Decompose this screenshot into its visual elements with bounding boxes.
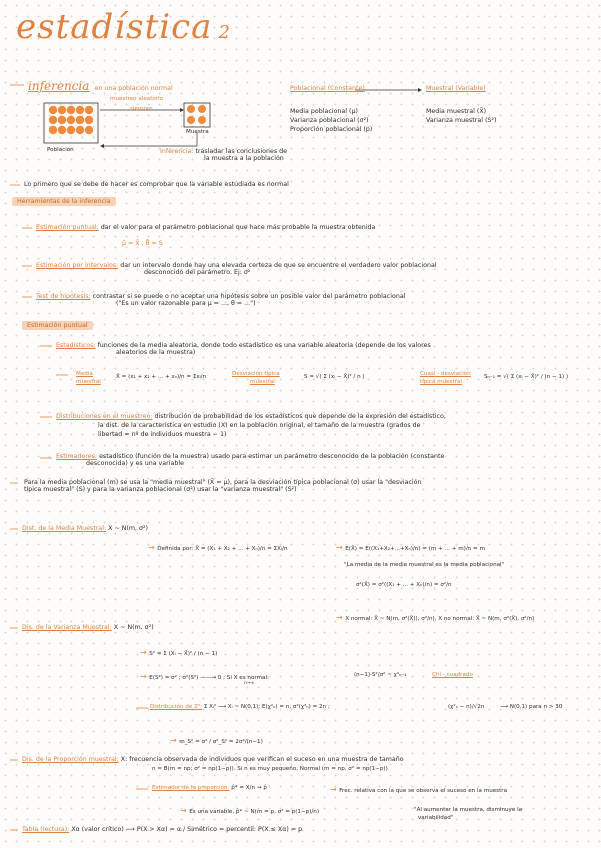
muestreo-label: muestreo aleatorio [110,96,164,102]
poblacional-header: Poblacional (Constante) [290,85,365,92]
intervalos-def: Estimación por intervalos: dar un intervalo donde hay una elevada certeza de que se encuentre el verdadero valor poblacional desconocido del parámetro. Ej: σ² [36,262,437,277]
page-title: estadística 2 [16,7,231,47]
dist-proporcion-estimador: Estimador de la proporción: p̂* = X/n → p̂ [152,785,267,791]
dist-varianza-label: Dis. de la Varianza Muestral: X ~ N(m, σ²) [22,624,154,631]
dist-varianza-chi-label: Chi - cuadrado [432,672,473,678]
poblacion-label: Población [47,147,74,153]
muestral-items: Media muestral (X̄) Varianza muestral (S²) [426,108,497,124]
siempre-label: siempre [130,106,153,112]
dist-proporcion-frec: → Frec. relativa con la que se observa el suceso en la muestra [330,785,508,794]
dist-varianza-chi: (n−1)·S²/σ² ~ χ²ₙ₋₁ [354,672,407,678]
dist-proporcion-text2: n ≈ B(m = np; σ² = np(1−p)). Si n es muy pequeño, Normal (m = np, σ² = np(1−p)) [152,766,388,772]
media-label: Media muestral [76,371,101,385]
dist-varianza-s2: → S² = Σ (Xᵢ − X̄)² / (n − 1) [140,648,218,657]
dist-varianza-lim-under: n→∞ [244,681,255,686]
dist-media-esperanza: → E(X̄) = E((X₁+X₂+...+Xₙ)/n) = (m + ... + m)/n = m [336,543,485,552]
muestral-header: Muestral (Variable) [426,85,486,92]
dist-proporcion-nota: "Al aumentar la muestra, disminuye la variabilidad" [414,807,523,821]
poblacional-items: Media poblacional (μ) Varianza poblacional (σ²) Proporción poblacional (p) [290,108,373,133]
dist-varianza-ms2: → m_S² = σ² / σ²_S² = 2σ⁴/(n−1) [170,736,263,745]
dist-varianza-frac: (χ²ₙ − n)/√2n [448,704,485,710]
muestra-dots [187,105,206,124]
hipotesis-def: Test de hipótesis: contrastar si se puede o no aceptar una hipótesis sobre un posible valor del parámetro poblacional ("Es un valor razonable para μ = ..., θ = ...") [36,293,406,308]
dist-media-varianza: σ²(X̄) = σ²((X₁ + ... + Xₙ)/n) = σ²/n [356,582,452,588]
dist-varianza-distrib: Distribución de Z²: Σ Xᵢ² ⟶ Xᵢ ~ N(0,1); E(χ²ₙ) = n, σ²(χ²ₙ) = 2n ; [150,704,330,710]
cuasi-label: Cuasi - desviación típica muestral [420,371,471,385]
puntual-def: Estimación puntual: dar el valor para el parámetro poblacional que hace más probable la muestra obtenida [36,224,376,231]
media-formula: X̄ = (x₁ + x₂ + ... + xₙ)/n = Σxᵢ/n [116,374,207,380]
lo-primero-text: Lo primero que se debe de hacer es comprobar que la variable estudiada es normal [24,181,289,188]
muestra-label: Muestra [186,129,209,135]
dist-media-xnormal: → X normal: X̄ ~ N(m, σ²(X̄)), σ²/n), X no normal: X̄ ~ N(m, σ²(X̄), σ²/n) [336,613,535,622]
desv-label: Desviación típica muestral [232,371,280,385]
poblacion-dots [49,106,93,134]
dist-proporcion-label: Dis. de la Proporción muestral: X: frecuencia observada de individuos que verifican el suceso en una muestra de tamaño [22,756,404,763]
dist-varianza-tail: ⟶ N(0,1) para n > 30 [500,704,563,710]
inferencia-def: Inferencia: trasladar las conclusiones de la muestra a la población [160,148,288,163]
dist-media-nota: "La media de la media muestral es la media poblacional" [344,562,505,568]
dist-media-label: Dist. de la Media Muestral: X ~ N(m, σ²) [22,525,149,532]
desv-formula: S = √( Σ (xᵢ − X̄)² / n ) [304,374,365,380]
cuasi-formula: Sₙ₋₁ = √( Σ (xᵢ − X̄)² / (n − 1) ) [484,374,569,380]
herramientas-heading: Herramientas de la inferencia [12,197,116,206]
dist-varianza-lim: → E(S²) = σ² ; σ²(S²) ——→ 0 ; Si X es normal: [140,672,269,681]
dist-proporcion-variable: → Es una variable, p̂* ~ N(m = p, σ² = p(1−p)/n) [180,806,320,815]
puntual-eq: μ̂ = X̄ , θ̂ = S [122,240,163,247]
inferencia-heading: inferencia en una población normal [28,79,173,93]
estimadores-def: Estimadores: estadístico (función de la muestra) usado para estimar un parámetro desconocido de la población (constante desconocida) y es una variable [56,453,445,468]
para-text: Para la media poblacional (m) se usa la "media muestral" (X̄ ≈ μ), para la desviación típica poblacional (σ) usar la "desviación típica muestral" (S) y para la varianza poblacional (σ²) usar la "varianza muestral" (S²) [24,479,422,494]
estadisticos-def: Estadísticos: funciones de la media aleatoria, donde todo estadístico es una variable aleatoria (depende de los valores aleatorios de la muestra) [56,342,431,357]
puntual-heading: Estimación puntual [22,321,93,330]
dist-media-definida: → Definida por: X̄ = (X₁ + X₂ + ... + Xₙ)/n = ΣXᵢ/n [148,543,288,552]
tabla-lectura: Tabla (lectura): Xα (valor crítico) ⟶ P(X > Xα) = α / Simétrico = percentil: P(X ≤ Xα) = p [22,826,303,833]
distribuciones-def: Distribuciones en el muestreo: distribución de probabilidad de los estadísticos que depende de la expresión del estadístico, la dist. de la característica en estudio (X) en la población original, el tamaño de la muestra (grados de libertad = nº de individuos muestra − 1) [56,413,446,438]
